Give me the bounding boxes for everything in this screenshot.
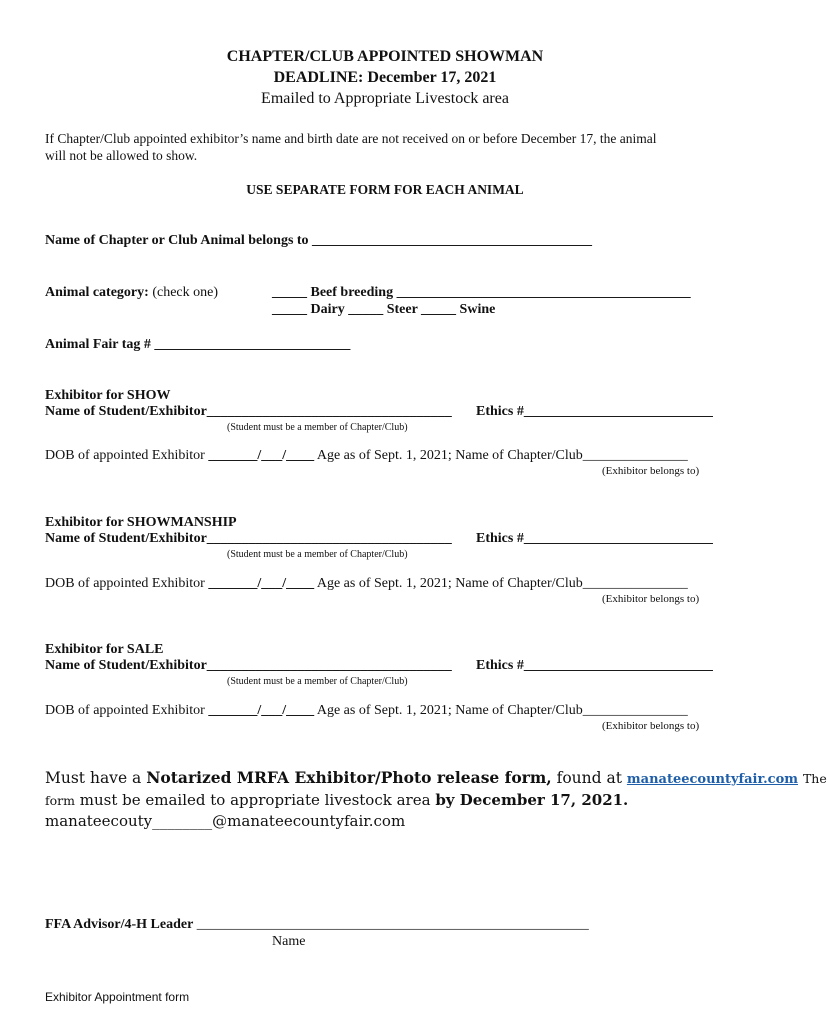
page-footer: Exhibitor Appointment form xyxy=(45,990,190,1004)
notice-form-name: Notarized MRFA Exhibitor/Photo release form, xyxy=(146,768,552,787)
section-sale-heading: Exhibitor for SALE xyxy=(45,642,164,657)
dob-label: DOB of appointed Exhibitor xyxy=(45,703,205,718)
member-note: (Student must be a member of Chapter/Club) xyxy=(227,422,408,433)
belongs-note: (Exhibitor belongs to) xyxy=(602,720,700,732)
animal-category-hint: (check one) xyxy=(152,285,218,300)
intro-line-1: If Chapter/Club appointed exhibitor’s name and birth date are not received on or before December 17, the animal xyxy=(45,131,657,146)
section-showmanship-heading: Exhibitor for SHOWMANSHIP xyxy=(45,515,237,530)
deadline-heading: DEADLINE: December 17, 2021 xyxy=(273,69,497,86)
dob-label: DOB of appointed Exhibitor xyxy=(45,448,205,463)
beef-breeding-option[interactable]: _____ Beef breeding __________________________________________ xyxy=(272,285,691,300)
belongs-note: (Exhibitor belongs to) xyxy=(602,593,700,605)
member-note: (Student must be a member of Chapter/Club) xyxy=(227,676,408,687)
ethics-field[interactable]: Ethics #___________________________ xyxy=(476,531,713,546)
advisor-name-caption: Name xyxy=(272,934,306,949)
ethics-field[interactable]: Ethics #___________________________ xyxy=(476,658,713,673)
animal-fair-tag-field[interactable]: Animal Fair tag # ____________________________ xyxy=(45,337,351,352)
dairy-steer-swine-options[interactable]: _____ Dairy _____ Steer _____ Swine xyxy=(272,302,496,317)
notice-line-1 xyxy=(45,768,827,787)
section-showmanship-name-row xyxy=(45,531,452,547)
dob-label: DOB of appointed Exhibitor xyxy=(45,576,205,591)
animal-category-label-group xyxy=(45,285,218,301)
separate-form-notice: USE SEPARATE FORM FOR EACH ANIMAL xyxy=(246,182,524,197)
student-name-label: Name of Student/Exhibitor xyxy=(45,404,207,419)
notice-must-have: Must have a xyxy=(45,769,142,787)
age-chapter-field[interactable]: Age as of Sept. 1, 2021; Name of Chapter/Club_______________ xyxy=(316,576,688,591)
notice-line-2 xyxy=(45,791,628,809)
section-show-name-row xyxy=(45,404,452,420)
student-name-label: Name of Student/Exhibitor xyxy=(45,531,207,546)
belongs-note: (Exhibitor belongs to) xyxy=(602,465,700,477)
age-chapter-field[interactable]: Age as of Sept. 1, 2021; Name of Chapter/Club_______________ xyxy=(316,448,688,463)
form-title: CHAPTER/CLUB APPOINTED SHOWMAN xyxy=(226,48,544,65)
notice-email-address: manateecouty________@manateecountyfair.com xyxy=(45,812,406,830)
section-showmanship-dob-row xyxy=(45,576,688,592)
advisor-label: FFA Advisor/4-H Leader xyxy=(45,917,194,932)
section-sale-dob-row xyxy=(45,703,688,719)
notice-the: The xyxy=(802,771,827,786)
notice-found-at: found at xyxy=(556,769,622,787)
animal-category-label: Animal category: xyxy=(45,285,149,300)
intro-line-2: will not be allowed to show. xyxy=(45,148,198,163)
member-note: (Student must be a member of Chapter/Club) xyxy=(227,549,408,560)
dob-field[interactable]: _______/___/____ xyxy=(208,448,315,463)
advisor-row xyxy=(45,917,589,933)
fair-website-link[interactable]: manateecountyfair.com xyxy=(626,772,799,787)
notice-form-word: form xyxy=(45,793,75,808)
age-chapter-field[interactable]: Age as of Sept. 1, 2021; Name of Chapter/Club_______________ xyxy=(316,703,688,718)
student-name-label: Name of Student/Exhibitor xyxy=(45,658,207,673)
student-name-field[interactable]: ___________________________________ xyxy=(206,658,452,673)
section-sale-name-row xyxy=(45,658,452,674)
notice-deadline: by December 17, 2021. xyxy=(435,791,629,809)
advisor-signature-field[interactable]: ________________________________________________________ xyxy=(196,917,589,932)
notice-emailed: must be emailed to appropriate livestock area xyxy=(79,791,431,809)
section-show-dob-row xyxy=(45,448,688,464)
student-name-field[interactable]: ___________________________________ xyxy=(206,531,452,546)
dob-field[interactable]: _______/___/____ xyxy=(208,703,315,718)
section-show-heading: Exhibitor for SHOW xyxy=(45,388,171,403)
dob-field[interactable]: _______/___/____ xyxy=(208,576,315,591)
chapter-name-field[interactable]: Name of Chapter or Club Animal belongs to ________________________________________ xyxy=(45,233,593,248)
emailed-subtitle: Emailed to Appropriate Livestock area xyxy=(261,90,509,107)
student-name-field[interactable]: ___________________________________ xyxy=(206,404,452,419)
ethics-field[interactable]: Ethics #___________________________ xyxy=(476,404,713,419)
